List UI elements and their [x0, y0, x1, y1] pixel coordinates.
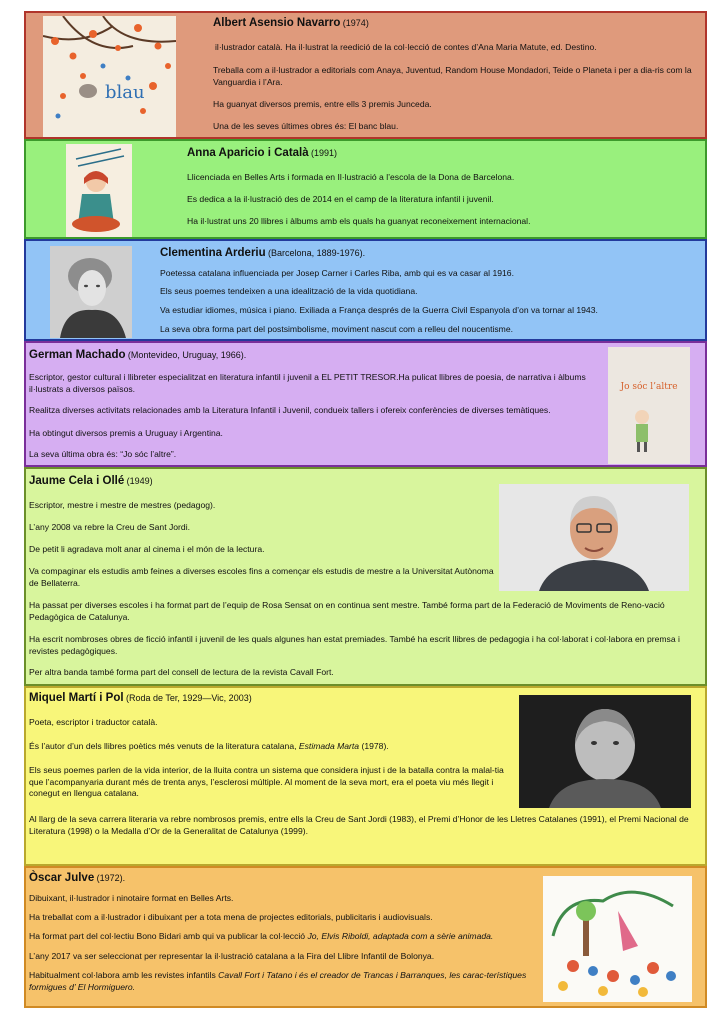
- bio-paragraph: Poeta, escriptor i traductor català.: [29, 717, 158, 727]
- bio-paragraph: Ha passat per diverses escoles i ha format part de l’equip de Rosa Sensat on en continua sent mestre. També forma part de la Federació de Moviments de Reno-vació Pedagògica de Catalunya.: [29, 600, 665, 622]
- bio-paragraph: Poetessa catalana influenciada per Josep Carner i Carles Riba, amb qui es va casar al 1916.: [160, 268, 514, 278]
- bio-paragraph: Dibuixant, il·lustrador i ninotaire format en Belles Arts.: [29, 893, 234, 903]
- author-heading: [29, 693, 252, 705]
- bio-paragraph: Ha escrit nombroses obres de ficció infantil i juvenil de les quals algunes han estat premiades. També ha escrit llibres de pedagogia i ha col·laborat i col·labora en premsa i revistes pedagògiques.: [29, 634, 680, 656]
- author-photo: [519, 695, 691, 808]
- bio-paragraph: il·lustrador català. Ha il·lustrat la reedició de la col·lecció de contes d’Ana Maria Matute, ed. Destino.: [215, 42, 597, 52]
- series-title-italic: Jo, Elvis Riboldi, adaptada com a sèrie animada.: [307, 931, 494, 941]
- author-name: Albert Asensio Navarro: [213, 17, 341, 29]
- book-cover-title: blau: [105, 82, 145, 103]
- author-photo: [499, 484, 689, 591]
- author-card-miquel-marti-i-pol: [24, 686, 707, 866]
- author-card-clementina-arderiu: [24, 239, 707, 341]
- author-card-oscar-julve: [24, 866, 707, 1008]
- bio-paragraph: La seva obra forma part del postsimbolisme, moviment nascut com a relleu del noucentisme.: [160, 324, 513, 334]
- bio-paragraph: La seva última obra és: “Jo sóc l’altre”.: [29, 449, 177, 459]
- author-name: Jaume Cela i Ollé: [29, 475, 125, 487]
- bio-text: Habitualment col·labora amb les revistes infantils: [29, 970, 216, 980]
- bio-paragraph: Els seus poemes parlen de la vida interior, de la lluita contra un sistema que considera injust i de la batalla contra la malal-tia que l’acompanyaria durant més de trenta anys, l’esclerosi múltiple. Al moment de la seva mort, era el poeta viu més llegit i conegut en llengua catalana.: [29, 765, 504, 798]
- bio-paragraph: Escriptor, gestor cultural i llibreter especialitzat en literatura infantil i juvenil a EL PETIT TRESOR.Ha pulicat llibres de poesia, de narrativa i àlbums il·lustrats a diversos països.: [29, 372, 586, 394]
- author-dates: (Barcelona, 1889-1976).: [268, 248, 366, 258]
- bio-paragraph: Llicenciada en Belles Arts i formada en Il·lustració a l’escola de la Dona de Barcelona.: [187, 172, 515, 182]
- author-name: German Machado: [29, 349, 126, 361]
- bio-paragraph: Va estudiar idiomes, música i piano. Exiliada a França després de la Guerra Civil Espanyola d’on va tornar al 1943.: [160, 305, 598, 315]
- author-dates: (1972).: [96, 873, 126, 883]
- bio-paragraph: [29, 970, 534, 993]
- bio-paragraph: Es dedica a la il·lustració des de 2014 en el camp de la literatura infantil i juvenil.: [187, 194, 494, 204]
- bio-paragraph: De petit li agradava molt anar al cinema i el món de la lectura.: [29, 544, 265, 554]
- magazines-italic: Cavall Fort i Tatano i és el creador de Trancas i Barranques, les carac-terístiques formigues d’ El Hormiguero.: [29, 970, 527, 992]
- author-name: Anna Aparicio i Català: [187, 147, 309, 159]
- bio-paragraph: Per altra banda també forma part del consell de lectura de la revista Cavall Fort.: [29, 667, 334, 677]
- author-heading: [29, 350, 246, 362]
- author-illustration: [66, 144, 132, 237]
- author-heading: [160, 248, 365, 260]
- book-title-italic: Estimada Marta: [298, 741, 360, 751]
- bio-paragraph: Ha treballat com a il·lustrador i dibuixant per a tota mena de projectes editorials, publicitaris i audiovisuals.: [29, 912, 433, 922]
- bio-paragraph: L’any 2017 va ser seleccionat per representar la il·lustració catalana a la Fira del Llibre Infantil de Bolonya.: [29, 951, 435, 961]
- bio-paragraph: Ha obtingut diversos premis a Uruguay i Argentina.: [29, 428, 223, 438]
- author-name: Miquel Martí i Pol: [29, 692, 124, 704]
- author-illustration: [543, 876, 692, 1002]
- author-card-german-machado: [24, 341, 707, 467]
- bio-paragraph: Al llarg de la seva carrera literaria va rebre nombrosos premis, entre ells la Creu de Sant Jordi (1983), el Premi d’Honor de les Lletres Catalanes (1991), el Premi Nacional de Literatura (1998) o la Medalla d’Or de la Generalitat de Catalunya (1999).: [29, 814, 689, 836]
- author-dates: (1949): [126, 476, 153, 486]
- bio-text: És l’autor d’un dels llibres poètics més venuts de la literatura catalana,: [29, 741, 297, 751]
- bio-paragraph: Treballa com a il·lustrador a editorials com Anaya, Juventud, Random House Mondadori, Teide o Planeta i per a dia-ris com la Vanguardia i l’Ara.: [213, 65, 692, 87]
- book-cover-title: Jo sóc l’altre: [620, 382, 678, 392]
- author-heading: [187, 148, 337, 160]
- author-heading: [29, 873, 125, 885]
- book-year: (1978).: [361, 741, 389, 751]
- book-cover-el-banc-blau: [43, 16, 176, 137]
- bio-paragraph: Va compaginar els estudis amb feines a diverses escoles fins a començar els estudis de mestre a la Universitat Autònoma de Bellaterra.: [29, 566, 494, 588]
- bio-paragraph: Una de les seves últimes obres és: El banc blau.: [213, 121, 399, 131]
- author-name: Clementina Arderiu: [160, 247, 266, 259]
- author-card-anna-aparicio: [24, 139, 707, 239]
- bio-paragraph: [29, 741, 509, 753]
- bio-paragraph: Ha guanyat diversos premis, entre ells 3 premis Junceda.: [213, 99, 432, 109]
- author-dates: (1974): [342, 18, 369, 28]
- bio-paragraph: L’any 2008 va rebre la Creu de Sant Jordi.: [29, 522, 190, 532]
- author-heading: [29, 476, 153, 488]
- author-photo: [50, 246, 132, 338]
- author-heading: [213, 18, 369, 30]
- bio-paragraph: Ha il·lustrat uns 20 llibres i àlbums amb els quals ha guanyat reconeixement internacional.: [187, 216, 531, 226]
- bio-paragraph: Realitza diverses activitats relacionades amb la Literatura Infantil i Juvenil, condueix tallers i ofereix conferències de diverses temàtiques.: [29, 405, 551, 415]
- author-card-albert-asensio: [24, 11, 707, 139]
- book-cover-jo-soc-l-altre: [608, 347, 690, 464]
- bio-paragraph: Escriptor, mestre i mestre de mestres (pedagog).: [29, 500, 216, 510]
- bio-text: Ha format part del col·lectiu Bono Bidari amb qui va publicar la col·lecció: [29, 931, 306, 941]
- author-name: Òscar Julve: [29, 872, 95, 884]
- author-dates: (Roda de Ter, 1929—Vic, 2003): [125, 693, 252, 703]
- author-dates: (1991): [311, 148, 338, 158]
- bio-paragraph: [29, 931, 541, 943]
- bio-paragraph: Els seus poemes tendeixen a una idealització de la vida quotidiana.: [160, 286, 418, 296]
- author-dates: (Montevideo, Uruguay, 1966).: [127, 350, 247, 360]
- author-card-jaume-cela: [24, 467, 707, 686]
